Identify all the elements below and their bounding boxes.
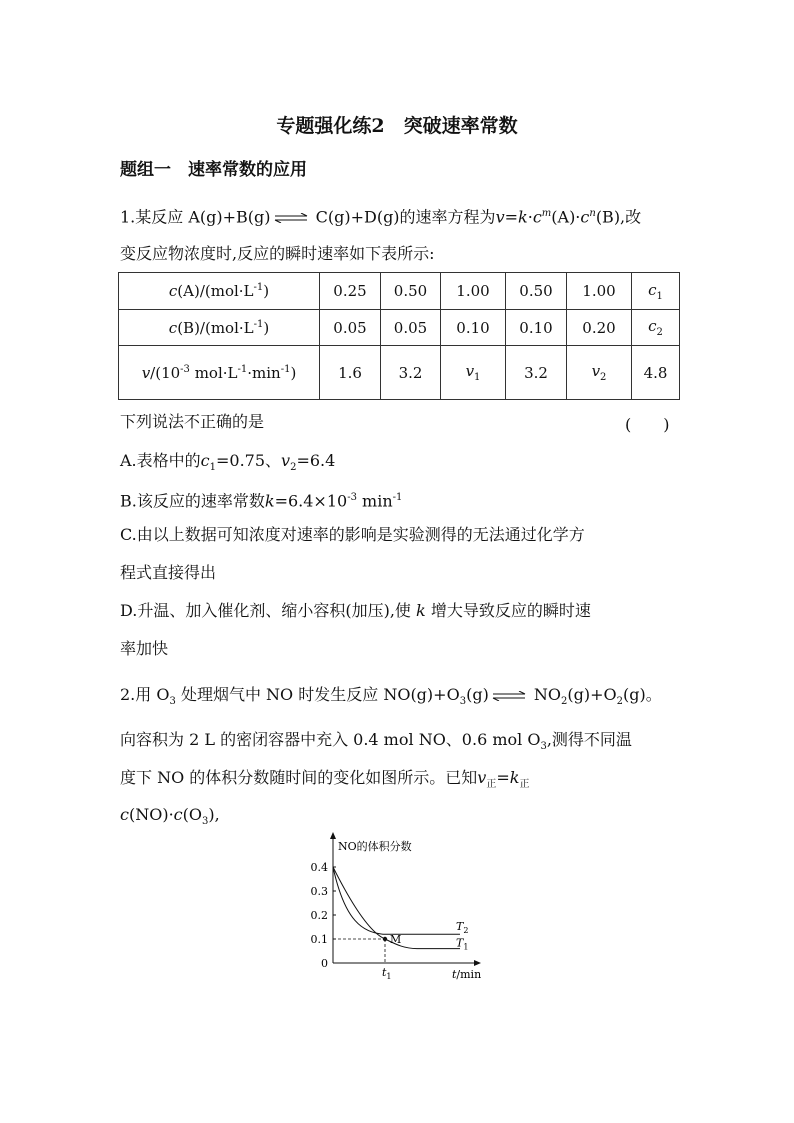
table-cell: $v_1$: [441, 346, 506, 400]
q2-line2: 向容积为 2 L 的密闭容器中充入 0.4 mol NO、0.6 mol $O_3$,测得不同温: [120, 730, 632, 753]
section-heading: 题组一 速率常数的应用: [120, 160, 307, 180]
no-volume-fraction-chart: [305, 832, 505, 987]
page-title: 专题强化练2 突破速率常数: [276, 115, 518, 137]
equilibrium-arrow-icon: [274, 213, 308, 223]
q1-prompt: 下列说法不正确的是: [120, 412, 265, 431]
table-cell: 1.00: [567, 273, 632, 310]
table-cell: $c_1$: [632, 273, 680, 310]
q2-line3: 度下 NO 的体积分数随时间的变化如图所示。已知$v_正=k_正$: [120, 768, 530, 791]
y-axis-label: NO的体积分数: [338, 840, 412, 853]
rate-table: [118, 272, 680, 400]
y-tick-label: 0.1: [310, 933, 328, 946]
q1-stem-line2: 变反应物浓度时,反应的瞬时速率如下表所示:: [120, 244, 435, 263]
table-row: [119, 273, 680, 310]
y-tick-label: 0: [321, 957, 328, 970]
table-cell: 0.50: [506, 273, 567, 310]
table-cell: 0.05: [320, 310, 381, 346]
x-tick-t1: $t_1$: [382, 966, 392, 981]
row-label: $v/(10^{-3}$ $mol\cdot L^{-1}\cdot\min^{-1}$): [119, 346, 320, 400]
y-axis-arrow-icon: [330, 832, 336, 839]
y-tick-label: 0.2: [310, 909, 328, 922]
table-cell: 0.10: [441, 310, 506, 346]
table-cell: 0.10: [506, 310, 567, 346]
row-label: $c(A)/(mol\cdot L^{-1})$: [119, 273, 320, 310]
option-d-line2: 率加快: [120, 639, 169, 658]
row-label: $c(B)/(mol\cdot L^{-1})$: [119, 310, 320, 346]
q2-line1: 2.用 $O_3$ 处理烟气中 NO 时发生反应 $NO(g)+O_3(g)$ $NO_2(g)+O_2(g)$。: [120, 685, 662, 708]
table-row: [119, 346, 680, 400]
option-c-line2: 程式直接得出: [120, 563, 217, 582]
option-b: B.该反应的速率常数$k=6.4\times 10^{-3}$ $\min^{-1}$: [120, 491, 403, 511]
table-cell: 0.25: [320, 273, 381, 310]
series-line-t2: [333, 867, 460, 934]
table-cell: 3.2: [381, 346, 441, 400]
table-row: [119, 310, 680, 346]
table-cell: 0.05: [381, 310, 441, 346]
q1-stem-line1: 1.某反应 A(g)+B(g) C(g)+D(g)的速率方程为$v=k\cdot c^m(A)\cdot c^n(B)$,改: [120, 207, 642, 227]
point-m: [383, 937, 387, 941]
option-c-line1: C.由以上数据可知浓度对速率的影响是实验测得的无法通过化学方: [120, 525, 585, 544]
option-d-line1: D.升温、加入催化剂、缩小容积(加压),使 k 增大导致反应的瞬时速: [120, 601, 591, 620]
table-cell: 4.8: [632, 346, 680, 400]
q2-line4: $c(NO)\cdot c(O_3)$,: [120, 805, 220, 828]
answer-bracket: ( ): [625, 415, 670, 434]
x-axis-arrow-icon: [474, 960, 481, 966]
y-tick-label: 0.3: [310, 885, 328, 898]
option-a: A.表格中的$c_1=0.75$、$v_2=6.4$: [120, 451, 336, 474]
table-cell: 3.2: [506, 346, 567, 400]
table-cell: $v_2$: [567, 346, 632, 400]
table-cell: 1.00: [441, 273, 506, 310]
y-tick-label: 0.4: [310, 861, 328, 874]
point-m-label: M: [390, 933, 402, 946]
series-label-t1: $T_1$: [456, 936, 469, 952]
table-cell: 0.50: [381, 273, 441, 310]
table-cell: 1.6: [320, 346, 381, 400]
table-cell: $c_2$: [632, 310, 680, 346]
equilibrium-arrow-icon: [492, 691, 526, 701]
x-axis-label: t/min: [452, 968, 482, 981]
table-cell: 0.20: [567, 310, 632, 346]
series-label-t2: $T_2$: [456, 920, 469, 936]
